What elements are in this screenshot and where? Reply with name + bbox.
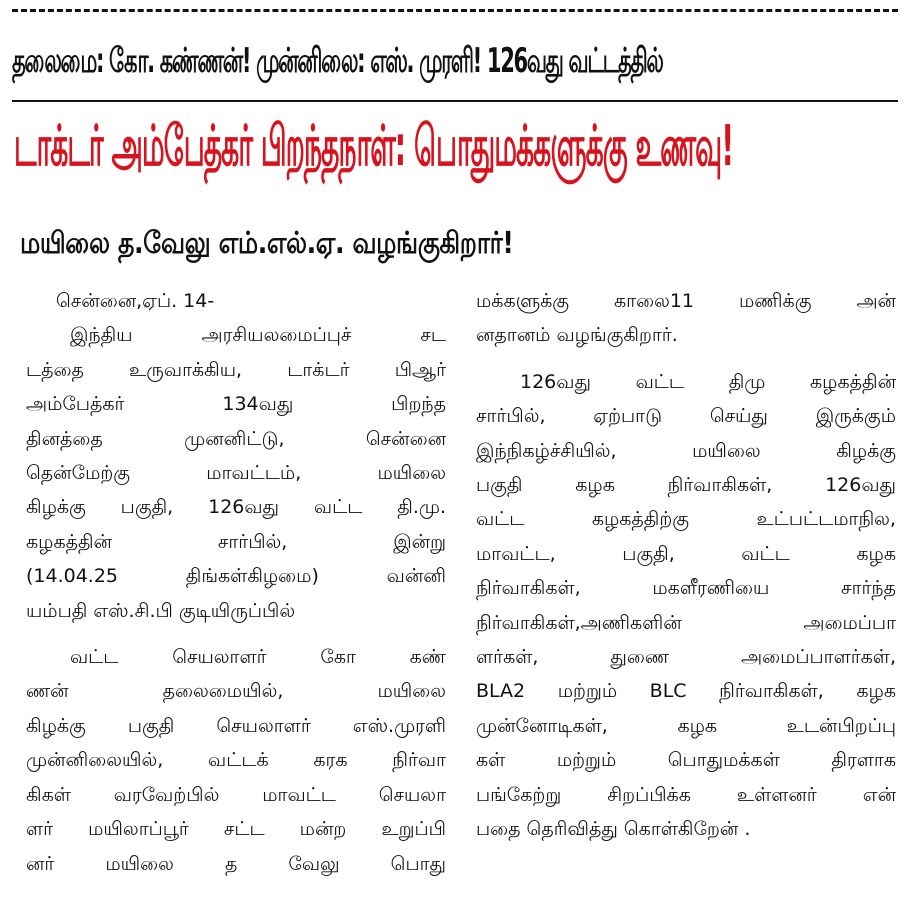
body-line: பங்கேற்று சிறப்பிக்க உள்ளனர் என்: [476, 783, 896, 806]
body-line: நிர்வாகிகள்,அணிகளின் அமைப்பா: [476, 611, 896, 634]
body-line: வட்ட செயலாளர் கோ கண்: [70, 646, 446, 669]
right-column: [476, 284, 896, 847]
body-line: இந்திய அரசியலமைப்புச் சட: [70, 324, 446, 347]
subheadline: மயிலை த.வேலு எம்.எல்.ஏ. வழங்குகிறார்!: [20, 226, 514, 261]
body-line: முன்னிலையில், வட்டக் கரக நிர்வா: [26, 749, 446, 772]
body-line: மக்களுக்கு காலை11 மணிக்கு அன்: [476, 290, 896, 312]
body-line: ணன் தலைமையில், மயிலை: [26, 680, 446, 703]
body-line: தினத்தை முனனிட்டு, சென்னை: [26, 427, 446, 450]
body-line: டத்தை உருவாக்கிய, டாக்டர் பிஆர்: [26, 358, 446, 381]
body-line: னதானம் வழங்குகிறார்.: [476, 324, 678, 347]
body-line: (14.04.25 திங்கள்கிழமை) வன்னி: [26, 565, 446, 588]
body-line: யம்பதி எஸ்.சி.பி குடியிருப்பில்: [26, 599, 296, 622]
body-line: நிர்வாகிகள், மகளீரணியை சார்ந்த: [476, 577, 896, 600]
body-line: மாவட்ட, பகுதி, வட்ட கழக: [476, 542, 896, 565]
body-line: கழகத்தின் சார்பில், இன்று: [26, 530, 446, 553]
body-line: பதை தெரிவித்து கொள்கிறேன் .: [476, 818, 751, 841]
body-line: BLA2 மற்றும் BLC நிர்வாகிகள், கழக: [476, 680, 896, 703]
body-line: முன்னோடிகள், கழக உடன்பிறப்பு: [476, 714, 896, 737]
body-line: ளர்கள், துணை அமைப்பாளர்கள்,: [476, 646, 896, 669]
left-column: [26, 284, 446, 881]
body-line: 126வது வட்ட திமு கழகத்தின்: [520, 370, 896, 393]
body-line: கிகள் வரவேற்பில் மாவட்ட செயலா: [26, 783, 446, 806]
paragraph-gap: [26, 628, 446, 640]
body-line: பகுதி கழக நிர்வாகிகள், 126வது: [476, 474, 896, 497]
headline: டாக்டர் அம்பேத்கர் பிறந்தநாள்: பொதுமக்களுக்கு உணவு!: [14, 114, 734, 179]
kicker-line: தலைமை: கோ. கண்ணன்! முன்னிலை: எஸ். முரளி! 126வது வட்டத்தில்: [12, 41, 663, 81]
header-rule: [12, 100, 898, 102]
paragraph-gap: [476, 353, 896, 365]
body-line: கள் மற்றும் பொதுமக்கள் திரளாக: [476, 749, 896, 772]
body-line: இந்நிகழ்ச்சியில், மயிலை கிழக்கு: [476, 439, 896, 462]
body-line: அம்பேத்கர் 134வது பிறந்த: [26, 393, 446, 416]
body-line: கிழக்கு பகுதி செயலாளர் எஸ்.முரளி: [26, 714, 446, 737]
body-line: சார்பில், ஏற்பாடு செய்து இருக்கும்: [476, 405, 896, 428]
body-line: வட்ட கழகத்திற்கு உட்பட்டமாநில,: [476, 508, 896, 531]
body-line: ளர் மயிலாப்பூர் சட்ட மன்ற உறுப்பி: [26, 818, 446, 841]
body-line: னர் மயிலை த வேலு பொது: [26, 852, 446, 875]
dashed-separator: [12, 9, 898, 12]
body-line: கிழக்கு பகுதி, 126வது வட்ட தி.மு.: [26, 496, 446, 519]
dateline: சென்னை,ஏப். 14-: [56, 290, 215, 312]
body-line: தென்மேற்கு மாவட்டம், மயிலை: [26, 462, 446, 485]
